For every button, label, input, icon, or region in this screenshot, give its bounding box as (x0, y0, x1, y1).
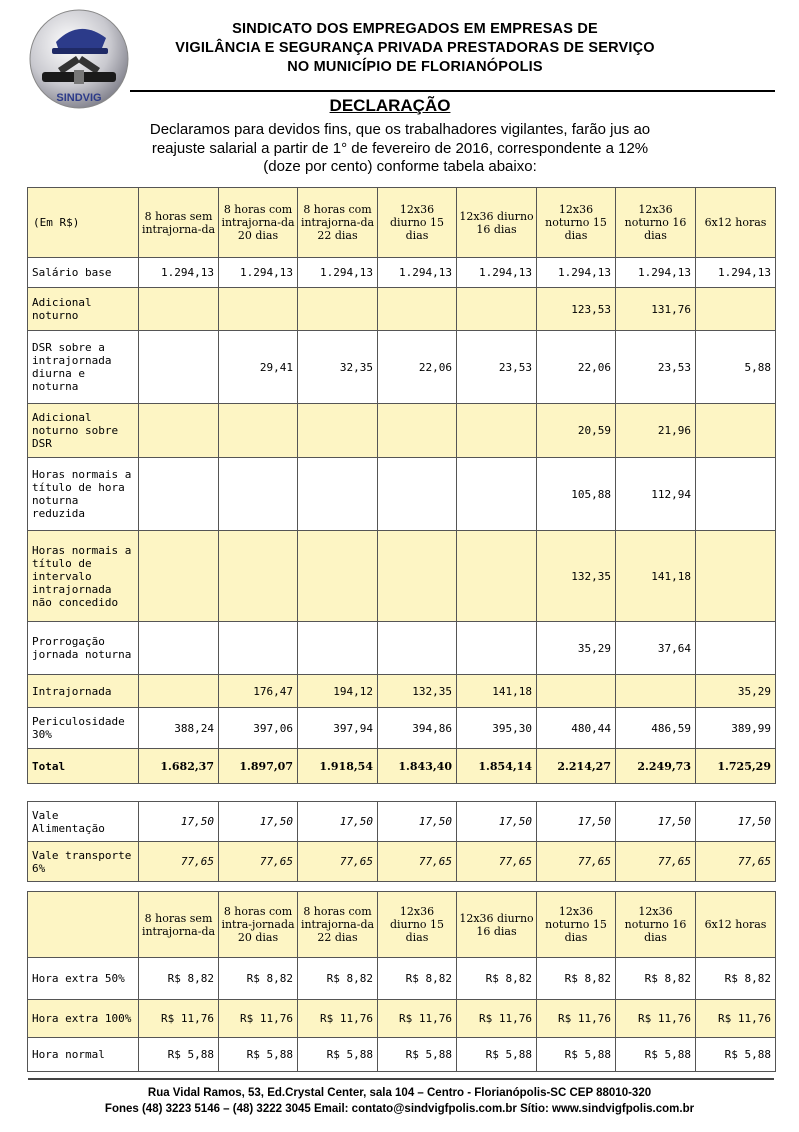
value-cell: 1.294,13 (457, 258, 537, 288)
value-cell: 1.294,13 (696, 258, 776, 288)
row-label: Adicional noturno (28, 288, 139, 331)
org-line: VIGILÂNCIA E SEGURANÇA PRIVADA PRESTADORAS DE SERVIÇO (175, 40, 655, 56)
value-cell: 1.294,13 (139, 258, 219, 288)
value-cell: 1.294,13 (219, 258, 298, 288)
value-cell: R$ 5,88 (537, 1038, 616, 1072)
value-cell (219, 404, 298, 458)
table-row (28, 749, 776, 784)
value-cell: 1.294,13 (537, 258, 616, 288)
value-cell: 1.294,13 (298, 258, 378, 288)
value-cell: R$ 11,76 (139, 1000, 219, 1038)
row-label: Vale Alimentação (28, 802, 139, 842)
value-cell: 77,65 (537, 842, 616, 882)
table-row (28, 531, 776, 622)
value-cell: R$ 5,88 (378, 1038, 457, 1072)
column-header: 8 horas com intrajorna-da 22 dias (298, 892, 378, 958)
value-cell: 21,96 (616, 404, 696, 458)
value-cell: 17,50 (378, 802, 457, 842)
value-cell: 77,65 (457, 842, 537, 882)
value-cell: R$ 8,82 (696, 958, 776, 1000)
value-cell: 17,50 (298, 802, 378, 842)
value-cell: 1.843,40 (378, 749, 457, 784)
value-cell (139, 288, 219, 331)
value-cell: R$ 8,82 (457, 958, 537, 1000)
value-cell: 17,50 (219, 802, 298, 842)
row-label: Periculosidade 30% (28, 708, 139, 749)
row-label: Salário base (28, 258, 139, 288)
table-row (28, 331, 776, 404)
table-row (28, 675, 776, 708)
value-cell: R$ 5,88 (219, 1038, 298, 1072)
value-cell (457, 458, 537, 531)
value-cell: 17,50 (139, 802, 219, 842)
column-header: 12x36 diurno 15 dias (378, 188, 457, 258)
header-divider (130, 90, 775, 92)
row-label: Hora extra 50% (28, 958, 139, 1000)
value-cell (139, 622, 219, 675)
table-row (28, 458, 776, 531)
value-cell: 20,59 (537, 404, 616, 458)
value-cell: 131,76 (616, 288, 696, 331)
value-cell: R$ 11,76 (537, 1000, 616, 1038)
value-cell (378, 458, 457, 531)
value-cell (457, 404, 537, 458)
column-header: 8 horas com intrajorna-da 22 dias (298, 188, 378, 258)
value-cell: 141,18 (616, 531, 696, 622)
value-cell: R$ 5,88 (616, 1038, 696, 1072)
sindvig-logo (28, 8, 130, 110)
corner-label (28, 892, 139, 958)
intro-paragraph (100, 121, 700, 177)
hourly-rates-table (27, 891, 776, 1072)
value-cell (378, 622, 457, 675)
value-cell: 77,65 (696, 842, 776, 882)
value-cell: R$ 8,82 (219, 958, 298, 1000)
value-cell (139, 404, 219, 458)
value-cell (696, 531, 776, 622)
value-cell: 2.249,73 (616, 749, 696, 784)
table-row (28, 1038, 776, 1072)
value-cell (378, 288, 457, 331)
value-cell: 22,06 (537, 331, 616, 404)
row-label: Vale transporte 6% (28, 842, 139, 882)
value-cell: 35,29 (696, 675, 776, 708)
value-cell: 141,18 (457, 675, 537, 708)
column-header: 6x12 horas (696, 892, 776, 958)
value-cell (298, 288, 378, 331)
value-cell: 77,65 (139, 842, 219, 882)
column-header: 12x36 noturno 16 dias (616, 188, 696, 258)
table-row (28, 958, 776, 1000)
value-cell: 389,99 (696, 708, 776, 749)
column-header: 8 horas sem intrajorna-da (139, 892, 219, 958)
value-cell: 23,53 (616, 331, 696, 404)
value-cell (219, 288, 298, 331)
value-cell (696, 622, 776, 675)
value-cell (616, 675, 696, 708)
value-cell: R$ 5,88 (139, 1038, 219, 1072)
column-header: 12x36 noturno 15 dias (537, 892, 616, 958)
table-row (28, 842, 776, 882)
value-cell: R$ 8,82 (139, 958, 219, 1000)
value-cell: 1.682,37 (139, 749, 219, 784)
org-line: NO MUNICÍPIO DE FLORIANÓPOLIS (287, 59, 543, 75)
table-row (28, 258, 776, 288)
value-cell: R$ 8,82 (616, 958, 696, 1000)
value-cell: 77,65 (298, 842, 378, 882)
value-cell (457, 622, 537, 675)
value-cell: 1.854,14 (457, 749, 537, 784)
row-label: Adicional noturno sobre DSR (28, 404, 139, 458)
value-cell (298, 404, 378, 458)
value-cell: 123,53 (537, 288, 616, 331)
column-header: 8 horas com intra-jornada 20 dias (219, 892, 298, 958)
benefits-table (27, 801, 776, 882)
column-header: 8 horas com intrajorna-da 20 dias (219, 188, 298, 258)
value-cell (139, 331, 219, 404)
value-cell: 32,35 (298, 331, 378, 404)
row-label: DSR sobre a intrajornada diurna e noturna (28, 331, 139, 404)
footer-divider (28, 1078, 774, 1080)
value-cell (378, 531, 457, 622)
row-label: Hora normal (28, 1038, 139, 1072)
value-cell: 394,86 (378, 708, 457, 749)
value-cell (298, 622, 378, 675)
value-cell (537, 675, 616, 708)
value-cell (139, 675, 219, 708)
value-cell: 22,06 (378, 331, 457, 404)
salary-table (27, 187, 776, 784)
table-row (28, 622, 776, 675)
value-cell (139, 458, 219, 531)
value-cell: 486,59 (616, 708, 696, 749)
value-cell: 132,35 (537, 531, 616, 622)
svg-text:SINDVIG: SINDVIG (56, 92, 102, 104)
footer-contacts: Fones (48) 3223 5146 – (48) 3222 3045 Email: contato@sindvigfpolis.com.br Sítio: www.sindvigfpolis.com.br (104, 1103, 695, 1115)
value-cell: R$ 11,76 (616, 1000, 696, 1038)
column-header: 6x12 horas (696, 188, 776, 258)
value-cell: 105,88 (537, 458, 616, 531)
value-cell: 17,50 (616, 802, 696, 842)
value-cell: 77,65 (219, 842, 298, 882)
value-cell: 480,44 (537, 708, 616, 749)
value-cell: 397,06 (219, 708, 298, 749)
value-cell: 29,41 (219, 331, 298, 404)
value-cell: 397,94 (298, 708, 378, 749)
value-cell: R$ 5,88 (457, 1038, 537, 1072)
value-cell: 17,50 (457, 802, 537, 842)
value-cell (378, 404, 457, 458)
table-row (28, 1000, 776, 1038)
row-label: Horas normais a título de intervalo intrajornada não concedido (28, 531, 139, 622)
value-cell: 132,35 (378, 675, 457, 708)
corner-label: (Em R$) (28, 188, 139, 258)
value-cell: 388,24 (139, 708, 219, 749)
footer (0, 1085, 799, 1117)
table-row (28, 404, 776, 458)
value-cell: 77,65 (616, 842, 696, 882)
row-label: Total (28, 749, 139, 784)
value-cell: 23,53 (457, 331, 537, 404)
row-label: Intrajornada (28, 675, 139, 708)
intro-line: (doze por cento) conforme tabela abaixo: (263, 158, 537, 175)
value-cell: 5,88 (696, 331, 776, 404)
value-cell (457, 531, 537, 622)
table-row (28, 288, 776, 331)
salary-table-header (28, 188, 776, 258)
column-header: 12x36 diurno 15 dias (378, 892, 457, 958)
value-cell (219, 531, 298, 622)
value-cell: 35,29 (537, 622, 616, 675)
value-cell: 1.725,29 (696, 749, 776, 784)
org-line: SINDICATO DOS EMPREGADOS EM EMPRESAS DE (232, 21, 598, 37)
column-header: 12x36 noturno 15 dias (537, 188, 616, 258)
value-cell (139, 531, 219, 622)
value-cell: 194,12 (298, 675, 378, 708)
value-cell (457, 288, 537, 331)
value-cell (219, 458, 298, 531)
column-header: 12x36 noturno 16 dias (616, 892, 696, 958)
organization-name (130, 20, 700, 77)
value-cell: 17,50 (696, 802, 776, 842)
table-row (28, 708, 776, 749)
hourly-table-header (28, 892, 776, 958)
value-cell: 1.294,13 (616, 258, 696, 288)
value-cell: R$ 8,82 (298, 958, 378, 1000)
value-cell (298, 458, 378, 531)
value-cell: 395,30 (457, 708, 537, 749)
value-cell: R$ 8,82 (378, 958, 457, 1000)
value-cell: 1.294,13 (378, 258, 457, 288)
value-cell: 1.897,07 (219, 749, 298, 784)
value-cell: R$ 11,76 (219, 1000, 298, 1038)
value-cell (696, 458, 776, 531)
intro-line: Declaramos para devidos fins, que os trabalhadores vigilantes, farão jus ao (149, 121, 651, 138)
table-row (28, 802, 776, 842)
row-label: Hora extra 100% (28, 1000, 139, 1038)
value-cell: R$ 11,76 (696, 1000, 776, 1038)
document-title: DECLARAÇÃO (329, 96, 451, 115)
intro-line: reajuste salarial a partir de 1° de fevereiro de 2016, correspondente a 12% (151, 139, 649, 157)
value-cell (696, 404, 776, 458)
value-cell: R$ 11,76 (298, 1000, 378, 1038)
value-cell: R$ 11,76 (457, 1000, 537, 1038)
value-cell (696, 288, 776, 331)
value-cell (219, 622, 298, 675)
footer-address: Rua Vidal Ramos, 53, Ed.Crystal Center, sala 104 – Centro - Florianópolis-SC CEP 88010-320 (147, 1087, 652, 1099)
value-cell: 112,94 (616, 458, 696, 531)
value-cell: R$ 11,76 (378, 1000, 457, 1038)
value-cell: 37,64 (616, 622, 696, 675)
value-cell (298, 531, 378, 622)
value-cell: 17,50 (537, 802, 616, 842)
value-cell: 77,65 (378, 842, 457, 882)
column-header: 12x36 diurno 16 dias (457, 892, 537, 958)
value-cell: R$ 8,82 (537, 958, 616, 1000)
column-header: 8 horas sem intrajorna-da (139, 188, 219, 258)
value-cell: 2.214,27 (537, 749, 616, 784)
value-cell: R$ 5,88 (298, 1038, 378, 1072)
value-cell: 1.918,54 (298, 749, 378, 784)
row-label: Prorrogação jornada noturna (28, 622, 139, 675)
column-header: 12x36 diurno 16 dias (457, 188, 537, 258)
row-label: Horas normais a título de hora noturna reduzida (28, 458, 139, 531)
value-cell: 176,47 (219, 675, 298, 708)
value-cell: R$ 5,88 (696, 1038, 776, 1072)
